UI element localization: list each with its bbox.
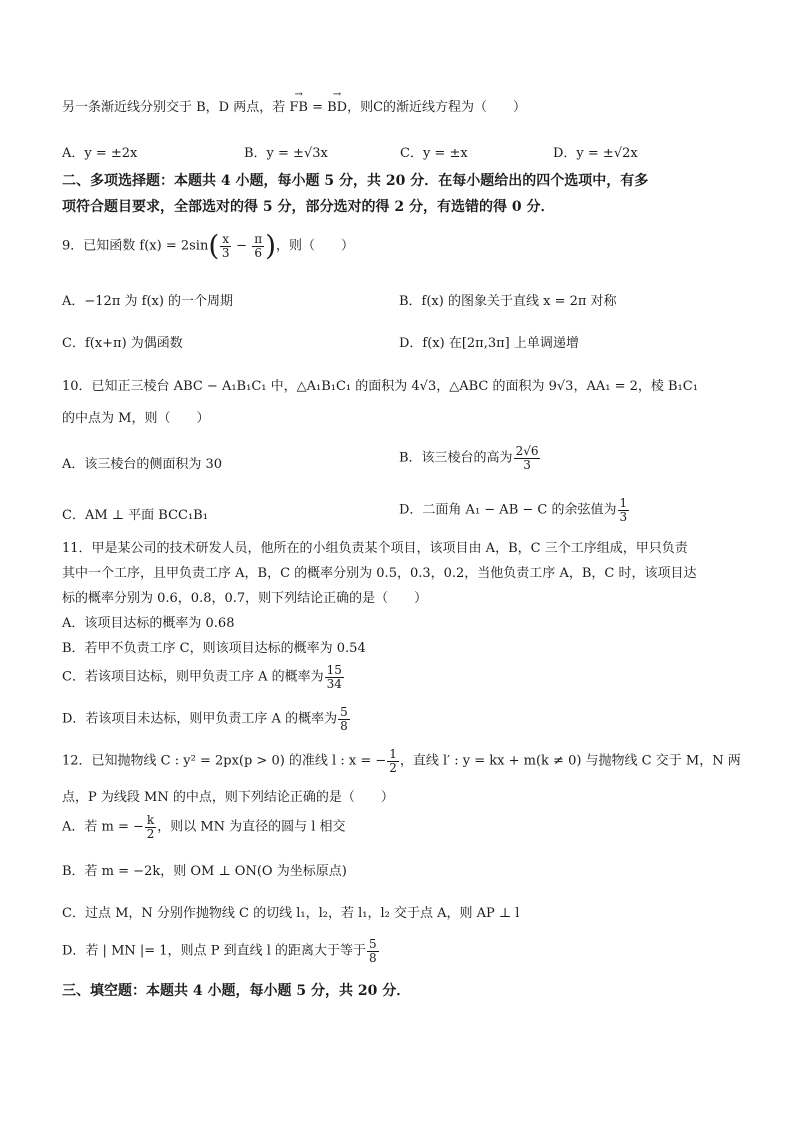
q9-fraction-a (220, 233, 231, 259)
q12-option-a-text-b: ，则以 MN 为直径的圆与 l 相交 (157, 819, 346, 835)
q9-frac-a-num: x (222, 231, 230, 246)
q10-option-a: A．该三棱台的侧面积为 30 (62, 457, 223, 472)
q12-option-a (62, 814, 346, 840)
q12-option-d-fraction (367, 938, 379, 964)
q12-option-a-den: 2 (146, 826, 155, 841)
q11-stem-line-2: 其中一个工序，且甲负责工序 A，B，C 的概率分别为 0.5，0.3，0.2，当他负责工序 A，B，C 时，该项目达 (62, 566, 697, 581)
q11-option-b: B．若甲不负责工序 C，则该项目达标的概率为 0.54 (62, 641, 366, 656)
q12-stem-text-a: 12．已知抛物线 C : y² = 2px(p > 0) 的准线 l : x = − (62, 753, 387, 769)
q10-option-d-den: 3 (619, 509, 628, 524)
q11-option-d-num: 5 (340, 705, 348, 719)
q8-option-b: B．y = ±√3x (244, 146, 328, 161)
q12-option-d-text: D．若 | MN |= 1，则点 P 到直线 l 的距离大于等于 (62, 943, 366, 959)
q9-minus: − (232, 238, 252, 254)
q10-option-c: C．AM ⊥ 平面 BCC₁B₁ (62, 508, 208, 523)
q9-option-b: B．f(x) 的图象关于直线 x = 2π 对称 (399, 294, 617, 309)
q9-frac-a-den: 3 (221, 245, 230, 260)
q11-option-d (62, 706, 351, 732)
q8-stem (62, 100, 526, 116)
q11-option-c-den: 34 (326, 676, 342, 691)
q12-option-d (62, 938, 380, 964)
q9-stem (62, 229, 355, 262)
q10-option-b-text: B．该三棱台的高为 (399, 450, 513, 466)
q9-paren-close: ) (265, 229, 277, 262)
q11-stem-line-1: 11．甲是某公司的技术研发人员，他所在的小组负责某个项目，该项目由 A，B，C 三个工序组成，甲只负责 (62, 541, 688, 556)
q10-stem-line-1: 10．已知正三棱台 ABC − A₁B₁C₁ 中，△A₁B₁C₁ 的面积为 4√3，△ABC 的面积为 9√3，AA₁ = 2，棱 B₁C₁ (62, 379, 698, 394)
q10-option-b (399, 445, 541, 471)
q8-stem-text-b: ，则C的渐近线方程为（ ） (347, 100, 527, 115)
q8-option-d: D．y = ±√2x (553, 146, 638, 161)
q11-option-d-fraction (338, 706, 350, 732)
q10-option-d (399, 497, 630, 523)
q8-eq: = (307, 100, 328, 115)
q12-stem-num: 1 (389, 747, 397, 761)
q12-stem-text-b: ，直线 l′ : y = kx + m(k ≠ 0) 与抛物线 C 交于 M，N 两 (399, 753, 741, 769)
q10-option-d-fraction (618, 497, 630, 523)
q9-frac-b-num: π (254, 231, 263, 246)
q12-option-b: B．若 m = −2k，则 OM ⊥ ON(O 为坐标原点) (62, 864, 347, 879)
q8-stem-text-a: 另一条渐近线分别交于 B，D 两点，若 (62, 100, 290, 115)
q10-option-b-num: 2√6 (515, 444, 539, 458)
q9-option-c: C．f(x+π) 为偶函数 (62, 336, 183, 351)
q9-option-a: A．−12π 为 f(x) 的一个周期 (62, 294, 234, 309)
section-2-heading-line-1: 二、多项选择题：本题共 4 小题，每小题 5 分，共 20 分．在每小题给出的四个选项中，有多 (62, 173, 649, 189)
q9-stem-text-a: 9．已知函数 f(x) = 2sin (62, 238, 209, 254)
q12-option-a-num: k (146, 813, 155, 827)
q8-option-c: C．y = ±x (400, 146, 468, 161)
q12-stem-den: 2 (389, 760, 397, 775)
q9-option-d: D．f(x) 在[2π,3π] 上单调递增 (399, 336, 579, 351)
q10-option-b-den: 3 (523, 457, 531, 472)
section-2-heading-line-2: 项符合题目要求，全部选对的得 5 分，部分选对的得 2 分，有选错的得 0 分． (62, 199, 555, 215)
q12-option-a-text-a: A．若 m = − (62, 819, 144, 835)
q8-option-a: A．y = ±2x (62, 146, 138, 161)
q11-option-d-den: 8 (340, 718, 348, 733)
vector-fb: → FB (289, 100, 308, 116)
q11-stem-line-3: 标的概率分别为 0.6，0.8，0.7，则下列结论正确的是（ ） (62, 591, 428, 606)
q12-stem-fraction (387, 748, 399, 774)
q9-fraction-b (252, 233, 264, 259)
q10-stem-line-2: 的中点为 M，则（ ） (62, 411, 210, 426)
q10-option-b-fraction (514, 445, 541, 471)
q10-option-d-num: 1 (619, 496, 628, 510)
q9-frac-b-den: 6 (254, 245, 262, 260)
q11-option-c-text: C．若该项目达标，则甲负责工序 A 的概率为 (62, 669, 324, 685)
q12-option-d-num: 5 (369, 937, 377, 951)
q12-option-d-den: 8 (369, 950, 377, 965)
q9-paren-open: ( (208, 229, 220, 262)
q12-option-a-fraction (145, 814, 156, 840)
section-3-heading: 三、填空题：本题共 4 小题，每小题 5 分，共 20 分． (62, 983, 411, 999)
q12-option-c: C．过点 M，N 分别作抛物线 C 的切线 l₁，l₂，若 l₁，l₂ 交于点 A，则 AP ⊥ l (62, 906, 520, 921)
q11-option-d-text: D．若该项目未达标，则甲负责工序 A 的概率为 (62, 711, 338, 727)
q12-stem-line-2: 点，P 为线段 MN 的中点，则下列结论正确的是（ ） (62, 790, 394, 805)
q11-option-a: A．该项目达标的概率为 0.68 (62, 616, 235, 631)
q10-option-d-text: D．二面角 A₁ − AB − C 的余弦值为 (399, 502, 617, 518)
q11-option-c (62, 664, 345, 690)
q9-stem-text-b: ，则（ ） (276, 238, 355, 254)
q12-stem-line-1 (62, 748, 741, 774)
q11-option-c-num: 15 (326, 663, 342, 677)
q11-option-c-fraction (325, 664, 344, 690)
vector-bd: → BD (327, 100, 347, 116)
